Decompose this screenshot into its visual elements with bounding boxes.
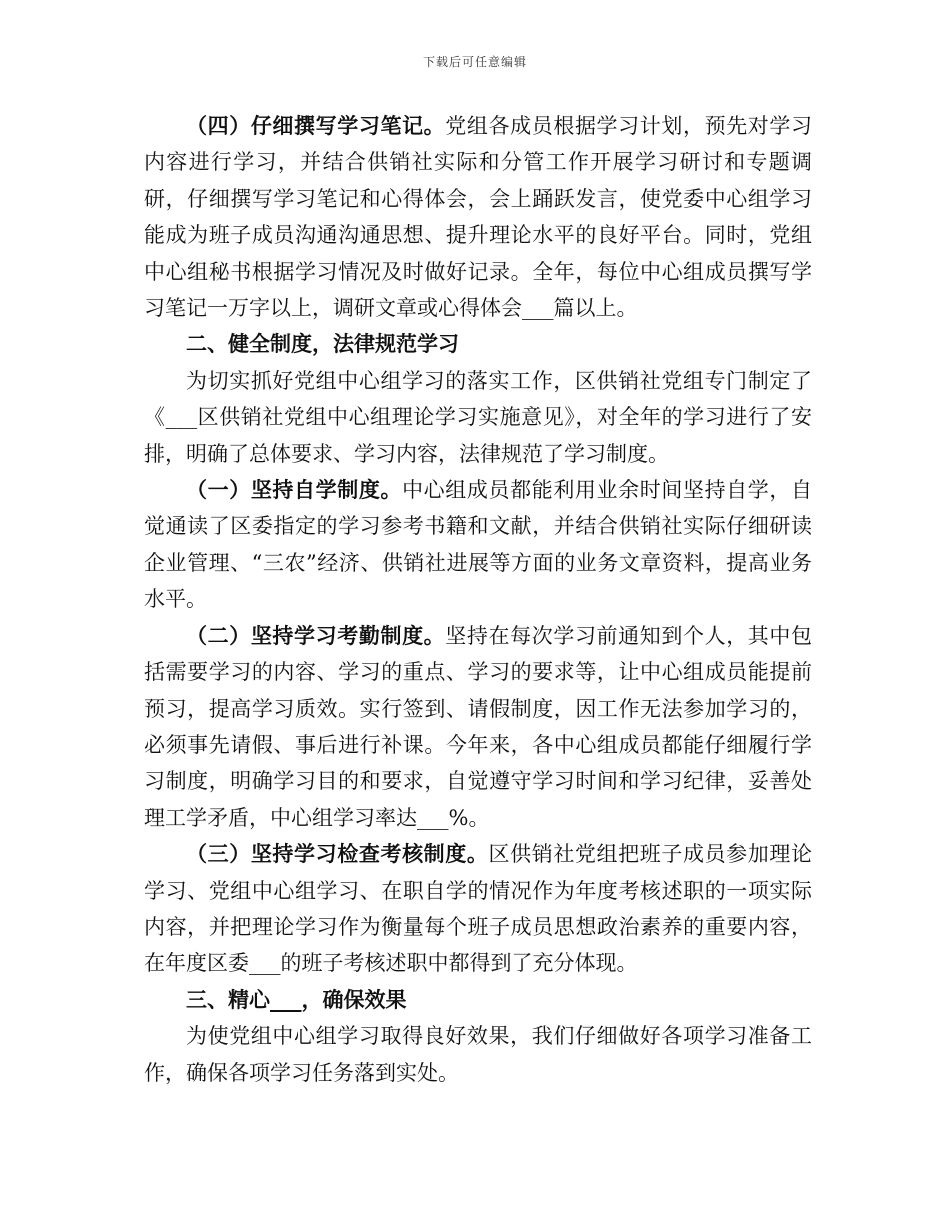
paragraph-lead: （四）仔细撰写学习笔记。 (186, 113, 446, 138)
paragraph-text: 中心组成员都能利用业余时间坚持自学，自觉通读了区委指定的学习参考书籍和文献，并结合供销社实际仔细研读企业管理、“三农”经济、供销社进展等方面的业务文章资料，提高业务水平。 (144, 478, 813, 612)
paragraph-attendance (144, 618, 812, 836)
paragraph-text: 为使党组中心组学习取得良好效果，我们仔细做好各项学习准备工作，确保各项学习任务落到实处。 (144, 1024, 812, 1085)
paragraph-text: 党组各成员根据学习计划，预先对学习内容进行学习，并结合供销社实际和分管工作开展学习研讨和专题调研，仔细撰写学习笔记和心得体会，会上踊跃发言，使党委中心组学习能成为班子成员沟通沟通思想、提升理论水平的良好平台。同时，党组中心组秘书根据学习情况及时做好记录。全年，每位中心组成员撰写学习笔记一万字以上，调研文章或心得体会___篇以上。 (144, 114, 813, 321)
paragraph-lead: （三）坚持学习检查考核制度。 (186, 841, 489, 867)
paragraph-lead: （一）坚持自学制度。 (186, 477, 403, 503)
section-heading-3: 三、精心___，确保效果 (186, 986, 407, 1012)
paragraph-notes (144, 108, 812, 326)
paragraph-intro-2 (144, 363, 812, 472)
section-heading-2: 二、健全制度，法律规范学习 (186, 331, 459, 357)
page-header: 下载后可任意编辑 (422, 55, 527, 69)
paragraph-text: 坚持在每次学习前通知到个人，其中包括需要学习的内容、学习的重点、学习的要求等，让中心组成员能提前预习，提高学习质效。实行签到、请假制度，因工作无法参加学习的，必须事先请假、事后进行补课。今年来，各中心组成员都能仔细履行学习制度，明确学习目的和要求，自觉遵守学习时间和学习纪律，妥善处理工学矛盾，中心组学习率达___%。 (144, 623, 813, 830)
paragraph-text: 为切实抓好党组中心组学习的落实工作，区供销社党组专门制定了《___区供销社党组中心组理论学习实施意见》，对全年的学习进行了安排，明确了总体要求、学习内容，法律规范了学习制度。 (144, 368, 812, 466)
paragraph-assessment (144, 836, 812, 982)
paragraph-self-study (144, 472, 812, 618)
document-body (144, 108, 812, 1091)
paragraph-text: 区供销社党组把班子成员参加理论学习、党组中心组学习、在职自学的情况作为年度考核述职的一项实际内容，并把理论学习作为衡量每个班子成员思想政治素养的重要内容，在年度区委___的班子考核述职中都得到了充分体现。 (144, 842, 812, 976)
paragraph-lead: （二）坚持学习考勤制度。 (186, 622, 446, 648)
paragraph-intro-3 (144, 1018, 812, 1091)
